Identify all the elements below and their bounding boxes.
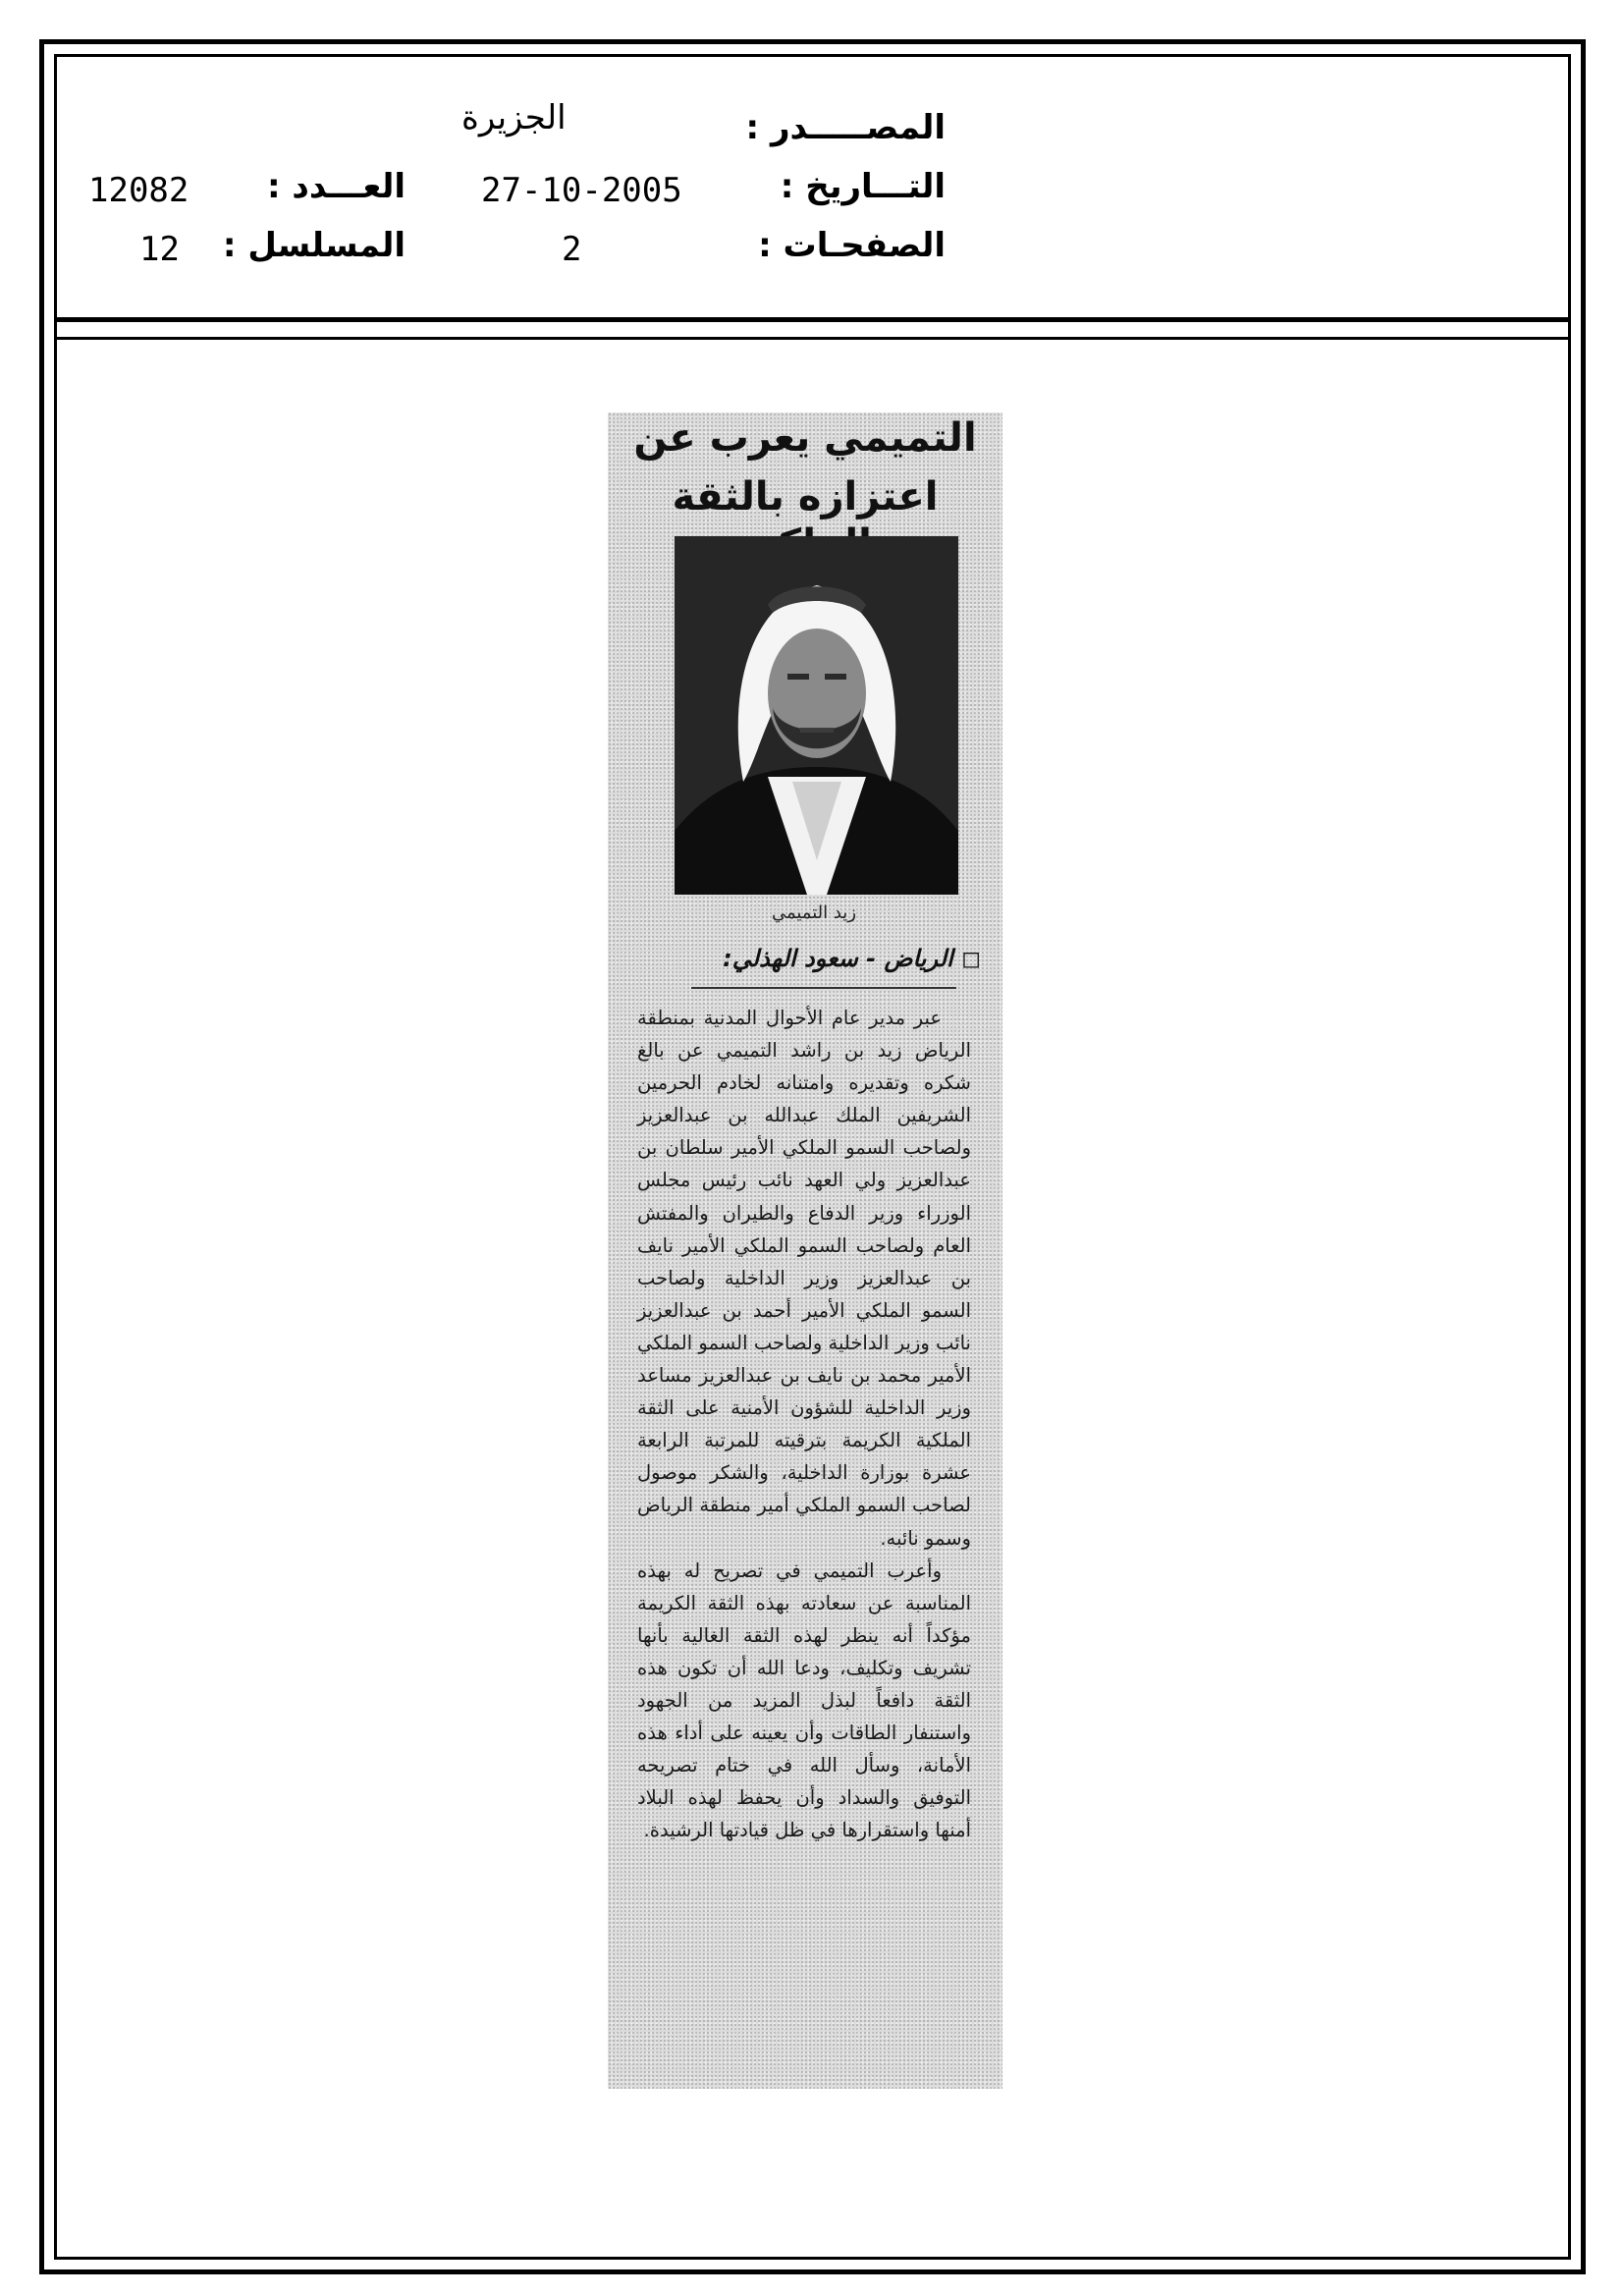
portrait-photo	[675, 536, 958, 895]
header-divider	[54, 317, 1571, 322]
article-paragraph-1: عبر مدير عام الأحوال المدنية بمنطقة الرياض زيد بن راشد التميمي عن بالغ شكره وتقديره وامتنانه لخادم الحرمين الشريفين الملك عبدالله بن عبدالعزيز ولصاحب السمو الملكي الأمير سلطان بن عبدالعزيز ولي العهد نائب رئيس مجلس الوزراء وزير الدفاع والطيران والمفتش العام ولصاحب السمو الملكي الأمير نايف بن عبدالعزيز وزير الداخلية ولصاحب السمو الملكي الأمير أحمد بن عبدالعزيز نائب وزير الداخلية ولصاحب السمو الملكي الأمير محمد بن نايف بن عبدالعزيز مساعد وزير الداخلية للشؤون الأمنية على الثقة الملكية الكريمة بترقيته للمرتبة الرابعة عشرة بوزارة الداخلية، والشكر موصول لصاحب السمو الملكي أمير منطقة الرياض وسمو نائبه.	[637, 1007, 971, 1550]
newspaper-clipping	[608, 412, 1002, 2089]
source-label: المصـــــدر :	[745, 108, 946, 147]
serial-label: المسلسل :	[222, 226, 406, 265]
pages-value: 2	[562, 230, 582, 269]
issue-label: العـــدد :	[267, 167, 406, 206]
pages-label: الصفحـات :	[758, 226, 946, 265]
headline-line-2: اعتزازه بالثقة	[672, 474, 939, 519]
photo-caption: زيد التميمي	[771, 902, 857, 923]
source-value: الجزيرة	[461, 98, 567, 137]
headline-line-1: التميمي يعرب عن	[633, 415, 977, 461]
article-body	[637, 1002, 971, 1846]
date-label: التـــاريخ :	[780, 167, 946, 206]
byline-rule	[691, 987, 956, 989]
portrait-image	[675, 536, 958, 895]
issue-value: 12082	[88, 171, 189, 210]
article-paragraph-2: وأعرب التميمي في تصريح له بهذه المناسبة عن سعادته بهذه الثقة الكريمة مؤكداً أنه ينظر لهذه الثقة الغالية بأنها تشريف وتكليف، ودعا الله أن تكون هذه الثقة دافعاً لبذل المزيد من الجهود واستنفار الطاقات وأن يعينه على أداء هذه الأمانة، وسأل الله في ختام تصريحه التوفيق والسداد وأن يحفظ لهذه البلاد أمنها واستقرارها في ظل قيادتها الرشيدة.	[637, 1558, 971, 1842]
date-value: 27-10-2005	[481, 171, 682, 210]
byline: ◻ الرياض - سعود الهذلي:	[723, 945, 981, 972]
header-divider-inner	[54, 337, 1571, 340]
serial-value: 12	[139, 230, 180, 269]
